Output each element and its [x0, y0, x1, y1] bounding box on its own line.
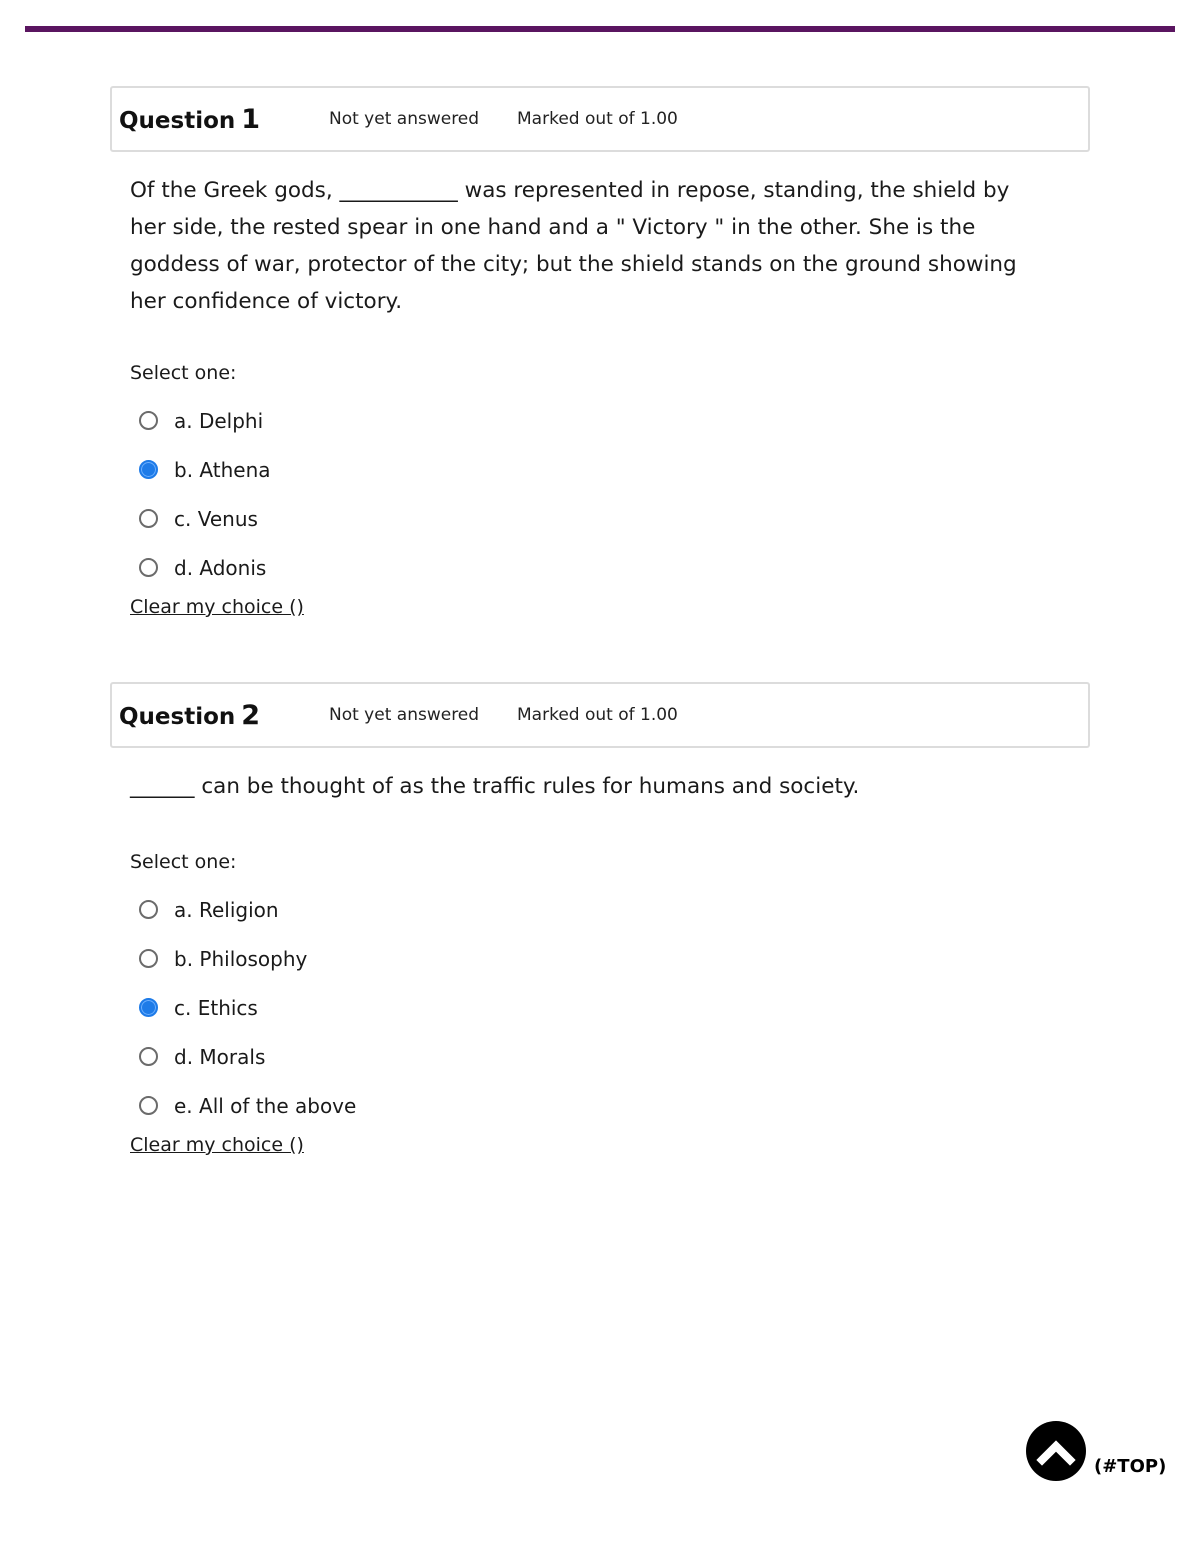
answer-label: d. Adonis [174, 555, 267, 580]
clear-choice-link[interactable]: Clear my choice () [130, 1134, 304, 1156]
answer-option-c[interactable] [130, 494, 1090, 543]
question-number: 1 [241, 103, 261, 135]
radio-button[interactable] [139, 411, 158, 430]
question-mark: Marked out of 1.00 [517, 705, 678, 725]
question-number: 2 [241, 699, 261, 731]
answer-label: a. Delphi [174, 408, 264, 433]
question-title-label: Question [119, 703, 236, 730]
answer-options [130, 885, 1090, 1130]
answer-option-b[interactable] [130, 445, 1090, 494]
question-text: ______ can be thought of as the traffic rules for humans and society. [130, 774, 860, 799]
question-header [110, 682, 1090, 748]
answer-option-d[interactable] [130, 1032, 1090, 1081]
radio-button[interactable] [139, 1047, 158, 1066]
select-one-prompt: Select one: [130, 851, 237, 873]
answer-label: e. All of the above [174, 1093, 357, 1118]
radio-button[interactable] [139, 900, 158, 919]
question-mark: Marked out of 1.00 [517, 109, 678, 129]
chevron-up-icon[interactable] [1026, 1421, 1086, 1481]
question-1 [110, 86, 1090, 618]
answer-option-a[interactable] [130, 885, 1090, 934]
top-accent-bar [25, 26, 1175, 32]
radio-button[interactable] [139, 558, 158, 577]
clear-choice-link[interactable]: Clear my choice () [130, 596, 304, 618]
back-to-top-link[interactable] [1026, 1421, 1166, 1481]
radio-button-checked[interactable] [139, 998, 158, 1017]
select-one-prompt: Select one: [130, 362, 237, 384]
answer-label: b. Athena [174, 457, 271, 482]
radio-button[interactable] [139, 949, 158, 968]
answer-options [130, 396, 1090, 592]
answer-label: b. Philosophy [174, 946, 308, 971]
question-state: Not yet answered [329, 109, 480, 129]
question-title [119, 700, 329, 731]
radio-button[interactable] [139, 509, 158, 528]
question-title-label: Question [119, 107, 236, 134]
radio-button-checked[interactable] [139, 460, 158, 479]
answer-option-e[interactable] [130, 1081, 1090, 1130]
back-to-top-label[interactable]: (#TOP) [1094, 1455, 1167, 1477]
answer-label: d. Morals [174, 1044, 266, 1069]
answer-option-a[interactable] [130, 396, 1090, 445]
question-title [119, 104, 329, 135]
answer-option-c[interactable] [130, 983, 1090, 1032]
question-state: Not yet answered [329, 705, 480, 725]
answer-label: c. Venus [174, 506, 258, 531]
question-2 [110, 682, 1090, 1156]
answer-label: a. Religion [174, 897, 279, 922]
question-text: Of the Greek gods, ___________ was represented in repose, standing, the shield by her side, the rested spear in one hand and a " Victory " in the other. She is the goddess of war, protector of the city; but the shield stands on the ground showing her confidence of victory. [130, 178, 1017, 314]
radio-button[interactable] [139, 1096, 158, 1115]
answer-option-d[interactable] [130, 543, 1090, 592]
answer-label: c. Ethics [174, 995, 258, 1020]
question-header [110, 86, 1090, 152]
answer-option-b[interactable] [130, 934, 1090, 983]
